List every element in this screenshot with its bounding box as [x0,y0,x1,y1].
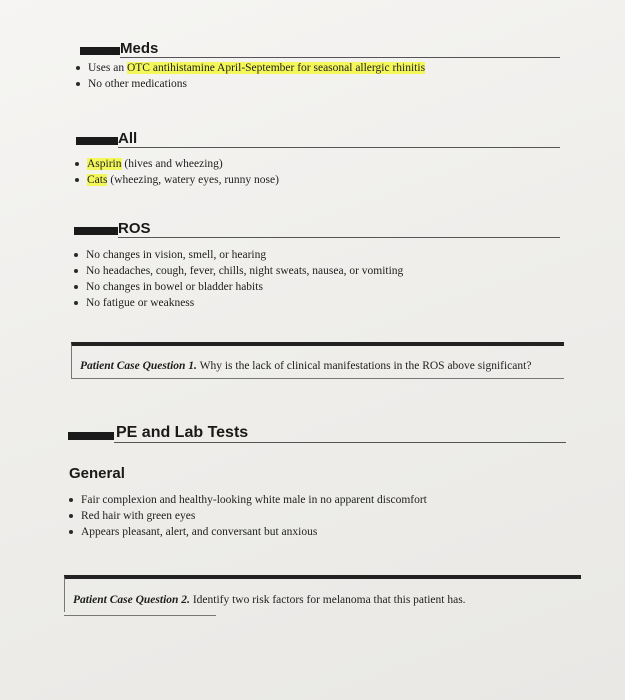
bullet-icon [76,82,80,86]
section-title-pe: PE and Lab Tests [116,424,249,441]
section-title-all: All [118,130,138,147]
subsection-title-general: General [69,465,125,482]
bullet-icon [74,285,78,289]
bullet-icon [75,178,79,182]
section-bar [76,137,118,145]
list-item: No other medications [76,76,425,92]
question-box-1 [71,342,564,379]
list-item: No fatigue or weakness [74,295,403,311]
list-item: No headaches, cough, fever, chills, night sweats, nausea, or vomiting [74,263,403,279]
list-item: No changes in bowel or bladder habits [74,279,403,295]
bullet-icon [69,530,73,534]
bullet-icon [74,269,78,273]
list-item: No changes in vision, smell, or hearing [74,247,403,263]
section-header-pe [68,421,566,443]
question-label: Patient Case Question 2. [73,594,190,606]
section-header-all [76,126,560,148]
bullet-icon [76,66,80,70]
section-header-ros [74,216,560,238]
section-rule [120,57,560,58]
bullet-icon [69,498,73,502]
general-list [69,492,427,540]
list-item: Uses an OTC antihistamine April-September for seasonal allergic rhinitis [76,60,425,76]
list-item: Cats (wheezing, watery eyes, runny nose) [75,172,279,188]
list-item: Red hair with green eyes [69,508,427,524]
section-bar [68,432,114,440]
bullet-icon [74,253,78,257]
section-header-meds [80,36,560,58]
section-title-meds: Meds [120,40,159,57]
question-box-2 [64,575,581,612]
bullet-icon [75,162,79,166]
allergies-list [75,156,279,188]
section-rule [118,147,560,148]
ros-list [74,247,403,311]
bullet-icon [69,514,73,518]
list-item: Aspirin (hives and wheezing) [75,156,279,172]
box-underline [64,615,216,616]
section-rule [114,442,566,443]
meds-list [76,60,425,92]
list-item: Fair complexion and healthy-looking white male in no apparent discomfort [69,492,427,508]
question-text: Identify two risk factors for melanoma that this patient has. [189,594,466,606]
list-item: Appears pleasant, alert, and conversant but anxious [69,524,427,540]
section-rule [118,237,560,238]
bullet-icon [74,301,78,305]
section-title-ros: ROS [118,220,151,237]
question-label: Patient Case Question 1. [80,360,197,372]
section-bar [80,47,120,55]
question-text: Why is the lack of clinical manifestations in the ROS above significant? [196,360,532,372]
section-bar [74,227,118,235]
